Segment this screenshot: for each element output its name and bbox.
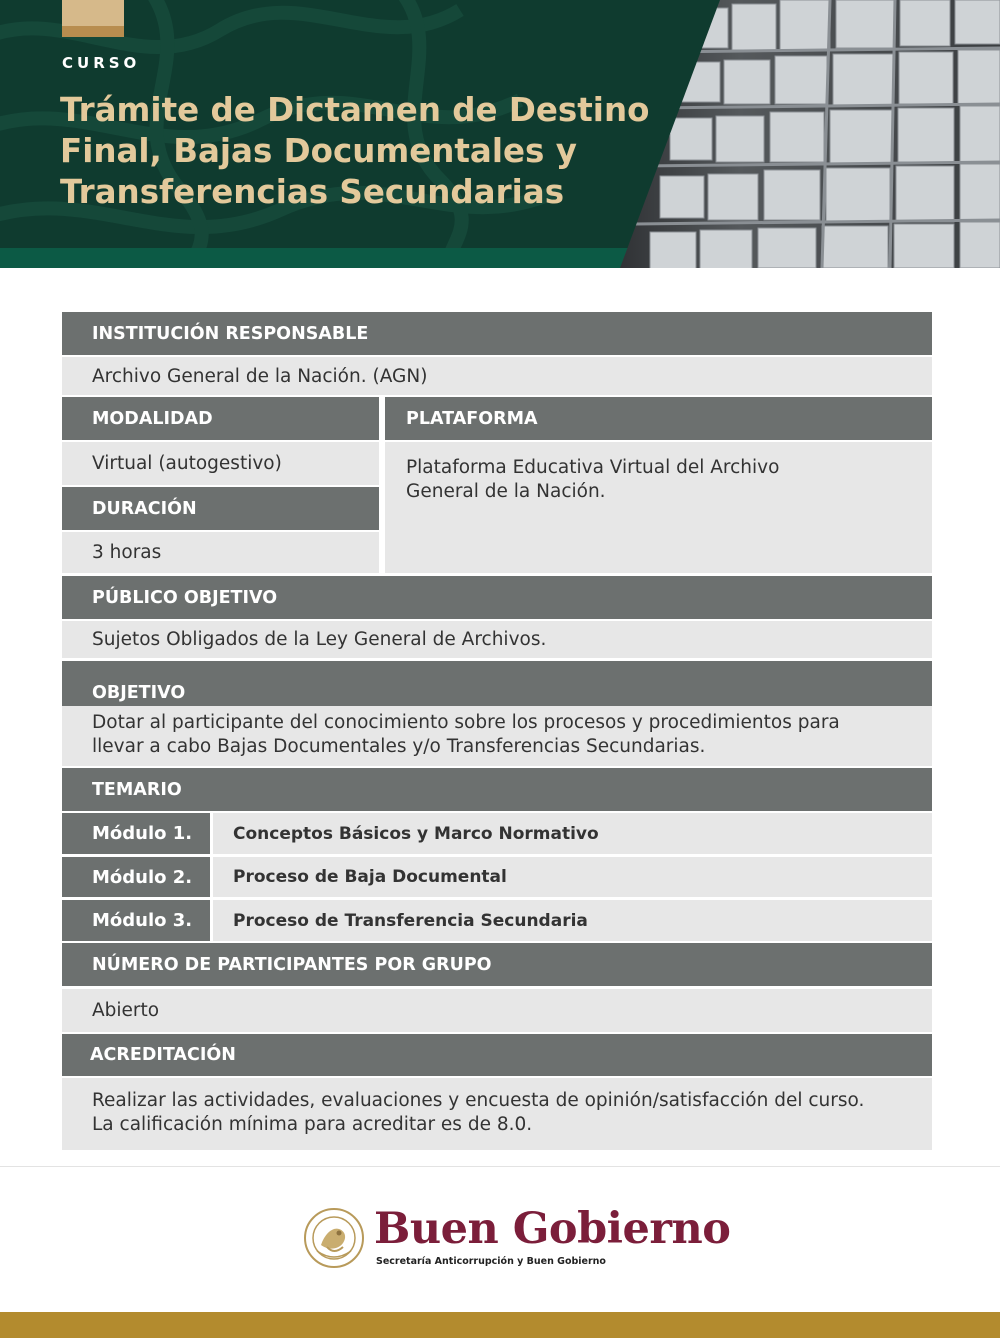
- module-1-label: Módulo 1.: [62, 813, 210, 854]
- course-kicker: CURSO: [62, 54, 141, 72]
- participantes-value: Abierto: [62, 989, 932, 1032]
- objetivo-header: OBJETIVO: [62, 661, 932, 706]
- modalidad-header: MODALIDAD: [62, 397, 379, 440]
- duracion-value: 3 horas: [62, 532, 379, 573]
- brand-logo-text: Buen Gobierno: [374, 1204, 731, 1254]
- course-title-line: Transferencias Secundarias: [60, 173, 565, 211]
- plataforma-line: Plataforma Educativa Virtual del Archivo: [406, 457, 780, 478]
- objetivo-line: llevar a cabo Bajas Documentales y/o Transferencias Secundarias.: [92, 736, 706, 757]
- acreditacion-value: [62, 1078, 932, 1150]
- footer-divider: [0, 1166, 1000, 1167]
- national-seal-icon: [303, 1207, 365, 1269]
- course-title: [60, 90, 700, 213]
- publico-header: PÚBLICO OBJETIVO: [62, 576, 932, 619]
- modalidad-value: Virtual (autogestivo): [62, 442, 379, 485]
- acreditacion-header: ACREDITACIÓN: [62, 1034, 932, 1076]
- acreditacion-line: Realizar las actividades, evaluaciones y encuesta de opinión/satisfacción del curso.: [92, 1090, 865, 1111]
- temario-header: TEMARIO: [62, 768, 932, 811]
- module-3-label: Módulo 3.: [62, 900, 210, 941]
- brand-subtitle: Secretaría Anticorrupción y Buen Gobierno: [376, 1256, 606, 1267]
- module-2-title: Proceso de Baja Documental: [213, 857, 932, 897]
- duracion-header: DURACIÓN: [62, 487, 379, 530]
- course-title-line: Trámite de Dictamen de Destino: [60, 91, 650, 129]
- course-banner: [0, 0, 1000, 268]
- institucion-value: Archivo General de la Nación. (AGN): [62, 357, 932, 395]
- objetivo-value: [62, 706, 932, 766]
- module-1-title: Conceptos Básicos y Marco Normativo: [213, 813, 932, 854]
- acreditacion-line: La calificación mínima para acreditar es de 8.0.: [92, 1114, 533, 1135]
- publico-value: Sujetos Obligados de la Ley General de Archivos.: [62, 621, 932, 658]
- plataforma-value: [385, 442, 932, 573]
- course-title-line: Final, Bajas Documentales y: [60, 132, 577, 170]
- footer-gold-bar: [0, 1312, 1000, 1338]
- gold-tab-accent: [62, 0, 124, 37]
- objetivo-line: Dotar al participante del conocimiento sobre los procesos y procedimientos para: [92, 712, 840, 733]
- plataforma-line: General de la Nación.: [406, 481, 606, 502]
- module-2-label: Módulo 2.: [62, 857, 210, 897]
- module-3-title: Proceso de Transferencia Secundaria: [213, 900, 932, 941]
- plataforma-header: PLATAFORMA: [385, 397, 932, 440]
- participantes-header: NÚMERO DE PARTICIPANTES POR GRUPO: [62, 943, 932, 986]
- institucion-header: INSTITUCIÓN RESPONSABLE: [62, 312, 932, 355]
